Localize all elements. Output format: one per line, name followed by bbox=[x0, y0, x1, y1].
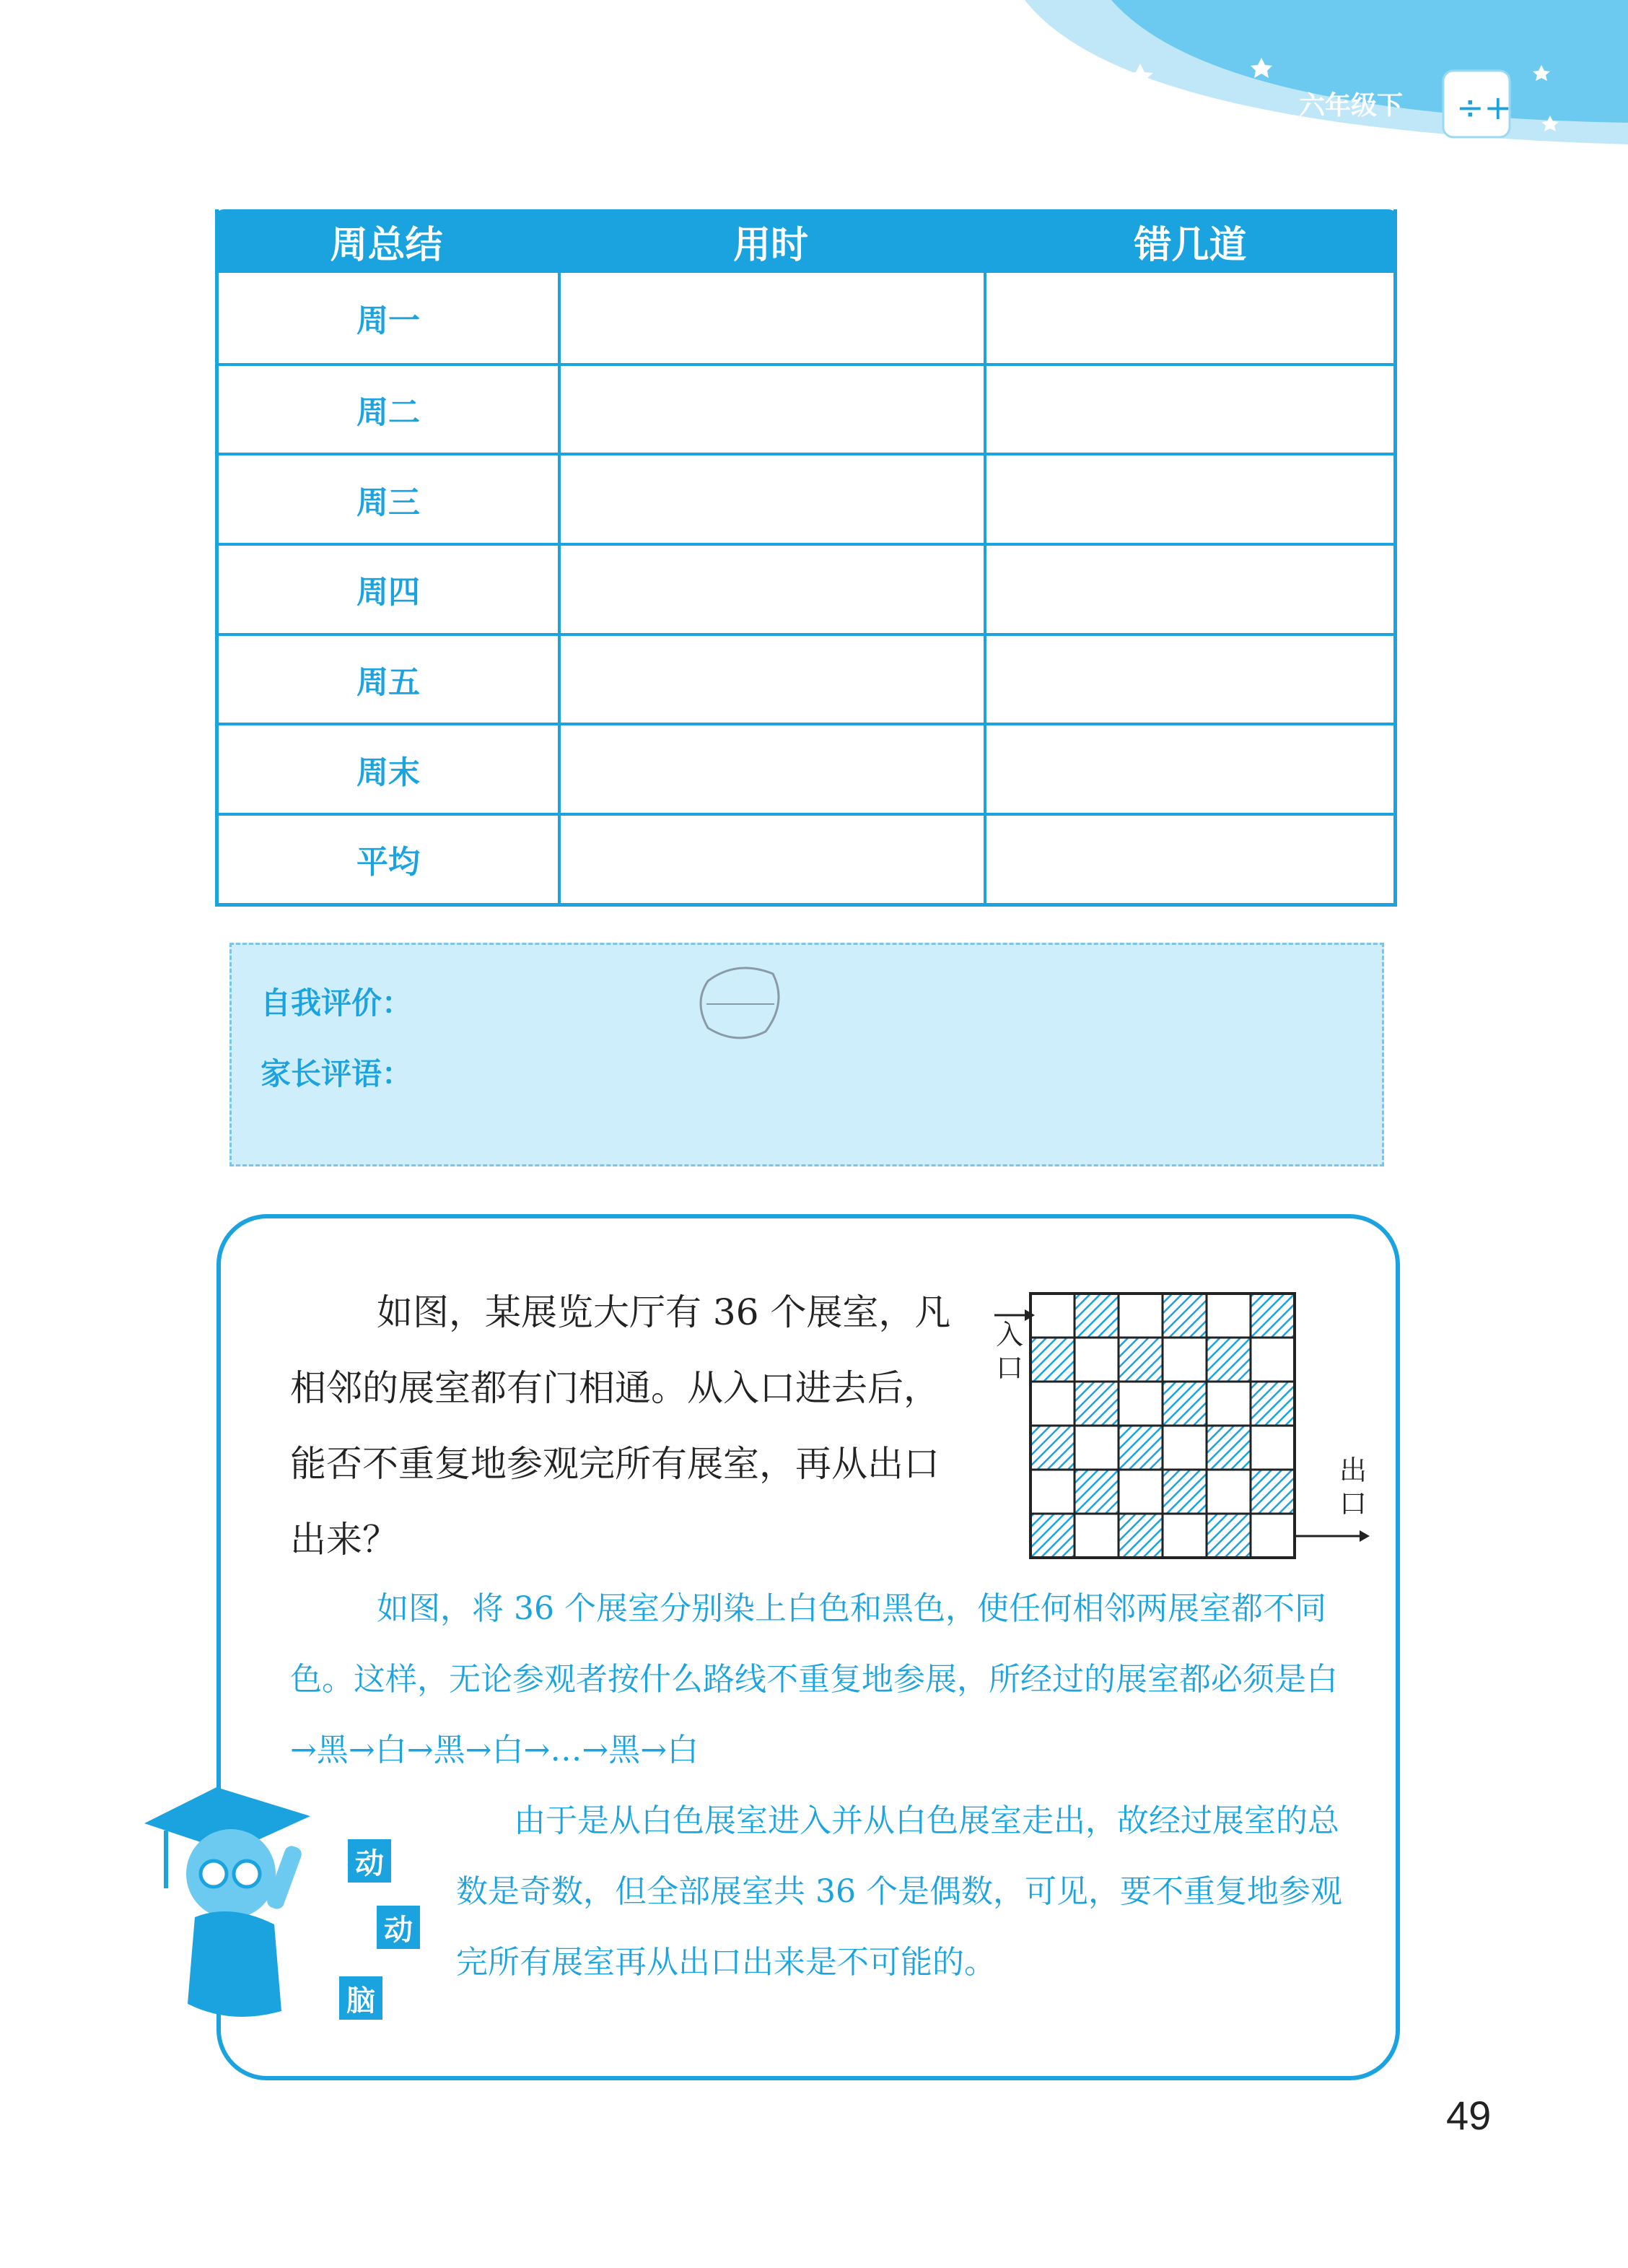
row-label: 平均 bbox=[356, 844, 420, 881]
exhibition-room-cell bbox=[1251, 1426, 1295, 1470]
dice-icon bbox=[1443, 71, 1512, 137]
exhibition-room-cell bbox=[1030, 1294, 1075, 1338]
exhibition-room-cell bbox=[1251, 1382, 1295, 1426]
table-row bbox=[219, 363, 1393, 453]
table-row bbox=[219, 273, 1393, 363]
time-cell[interactable] bbox=[558, 366, 984, 453]
entrance-label-1: 入 bbox=[996, 1319, 1024, 1351]
exhibition-room-cell bbox=[1207, 1514, 1251, 1558]
errors-cell[interactable] bbox=[984, 725, 1393, 813]
exhibition-room-cell bbox=[1030, 1426, 1075, 1470]
exhibition-room-cell bbox=[1075, 1338, 1119, 1382]
exhibition-room-cell bbox=[1119, 1426, 1163, 1470]
exhibition-room-cell bbox=[1207, 1426, 1251, 1470]
exhibition-room-cell bbox=[1119, 1338, 1163, 1382]
answer-text-1: 如图，将 36 个展室分别染上白色和黑色，使任何相邻两展室都不同色。这样，无论参观者按什么路线不重复地参展，所经过的展室都必须是白→黑→白→黑→白→…→黑→白 bbox=[290, 1590, 1338, 1768]
table-row bbox=[219, 453, 1393, 543]
exhibition-room-cell bbox=[1030, 1514, 1075, 1558]
time-cell[interactable] bbox=[558, 725, 984, 813]
row-label: 周五 bbox=[356, 664, 420, 702]
question-text: 如图，某展览大厅有 36 个展室，凡相邻的展室都有门相通。从入口进去后，能否不重复地参观完所有展室，再从出口出来？ bbox=[290, 1291, 951, 1561]
page-number: 49 bbox=[1446, 2093, 1492, 2138]
answer-text-2: 由于是从白色展室进入并从白色展室走出，故经过展室的总数是奇数，但全部展室共 36 个是偶数，可见，要不重复地参观完所有展室再从出口出来是不可能的。 bbox=[456, 1802, 1342, 1981]
exhibition-room-cell bbox=[1075, 1514, 1119, 1558]
time-cell[interactable] bbox=[558, 636, 984, 723]
exhibition-room-cell bbox=[1251, 1338, 1295, 1382]
exhibition-room-cell bbox=[1251, 1294, 1295, 1338]
exhibition-room-cell bbox=[1030, 1338, 1075, 1382]
row-label: 周末 bbox=[356, 754, 420, 791]
exhibition-room-cell bbox=[1251, 1514, 1295, 1558]
exhibition-room-cell bbox=[1075, 1470, 1119, 1514]
exhibition-room-cell bbox=[1163, 1338, 1207, 1382]
errors-cell[interactable] bbox=[984, 366, 1393, 453]
exhibition-room-cell bbox=[1030, 1470, 1075, 1514]
svg-text:÷+: ÷+ bbox=[1456, 88, 1513, 127]
exhibition-room-cell bbox=[1163, 1426, 1207, 1470]
errors-cell[interactable] bbox=[984, 455, 1393, 543]
exit-arrow-icon bbox=[1295, 1530, 1370, 1542]
exhibition-room-cell bbox=[1075, 1426, 1119, 1470]
table-row bbox=[219, 723, 1393, 813]
table-header bbox=[215, 209, 1397, 273]
exit-label-2: 口 bbox=[1339, 1488, 1367, 1519]
exhibition-room-cell bbox=[1163, 1294, 1207, 1338]
exhibition-room-cell bbox=[1075, 1294, 1119, 1338]
brain-tag-1: 动 bbox=[348, 1839, 391, 1883]
brain-tag-2: 动 bbox=[377, 1906, 420, 1949]
exhibition-grid-diagram bbox=[994, 1266, 1384, 1584]
time-cell[interactable] bbox=[558, 273, 984, 363]
graduate-mascot-icon bbox=[137, 1773, 354, 2033]
exhibition-room-cell bbox=[1251, 1470, 1295, 1514]
row-label: 周二 bbox=[356, 394, 420, 432]
time-cell[interactable] bbox=[558, 546, 984, 633]
stamp-watermark-icon bbox=[693, 959, 787, 1046]
errors-cell[interactable] bbox=[984, 273, 1393, 363]
self-evaluation-label: 自我评价： bbox=[261, 985, 413, 1021]
entrance-label-2: 口 bbox=[996, 1352, 1024, 1384]
table-body bbox=[219, 273, 1393, 903]
exhibition-room-cell bbox=[1207, 1294, 1251, 1338]
brain-teaser-box bbox=[216, 1214, 1400, 2080]
row-label: 周四 bbox=[356, 574, 420, 611]
time-cell[interactable] bbox=[558, 455, 984, 543]
exhibition-room-cell bbox=[1119, 1470, 1163, 1514]
header-decoration bbox=[0, 0, 1628, 159]
table-header-errors: 错几道 bbox=[1134, 223, 1247, 267]
errors-cell[interactable] bbox=[984, 546, 1393, 633]
table-row bbox=[219, 813, 1393, 903]
parent-comment-label: 家长评语： bbox=[261, 1056, 413, 1091]
errors-cell[interactable] bbox=[984, 636, 1393, 723]
exhibition-room-cell bbox=[1030, 1382, 1075, 1426]
table-row bbox=[219, 543, 1393, 633]
grid-cells bbox=[1030, 1294, 1295, 1558]
row-label: 周三 bbox=[356, 484, 420, 521]
brain-tag-3: 脑 bbox=[339, 1976, 382, 2020]
exhibition-room-cell bbox=[1075, 1382, 1119, 1426]
exhibition-room-cell bbox=[1163, 1470, 1207, 1514]
exhibition-room-cell bbox=[1163, 1514, 1207, 1558]
grade-label: 六年级下 bbox=[1299, 91, 1404, 121]
exit-label-1: 出 bbox=[1339, 1454, 1367, 1486]
errors-cell[interactable] bbox=[984, 816, 1393, 903]
exhibition-room-cell bbox=[1119, 1514, 1163, 1558]
exhibition-room-cell bbox=[1207, 1382, 1251, 1426]
evaluation-box bbox=[229, 943, 1384, 1166]
exhibition-room-cell bbox=[1119, 1294, 1163, 1338]
exhibition-room-cell bbox=[1207, 1338, 1251, 1382]
weekly-summary-table bbox=[215, 209, 1397, 907]
table-header-time: 用时 bbox=[732, 223, 808, 267]
row-label: 周一 bbox=[356, 302, 420, 340]
time-cell[interactable] bbox=[558, 816, 984, 903]
exhibition-room-cell bbox=[1207, 1470, 1251, 1514]
table-row bbox=[219, 633, 1393, 723]
table-header-summary: 周总结 bbox=[330, 223, 443, 267]
exhibition-room-cell bbox=[1163, 1382, 1207, 1426]
exhibition-room-cell bbox=[1119, 1382, 1163, 1426]
